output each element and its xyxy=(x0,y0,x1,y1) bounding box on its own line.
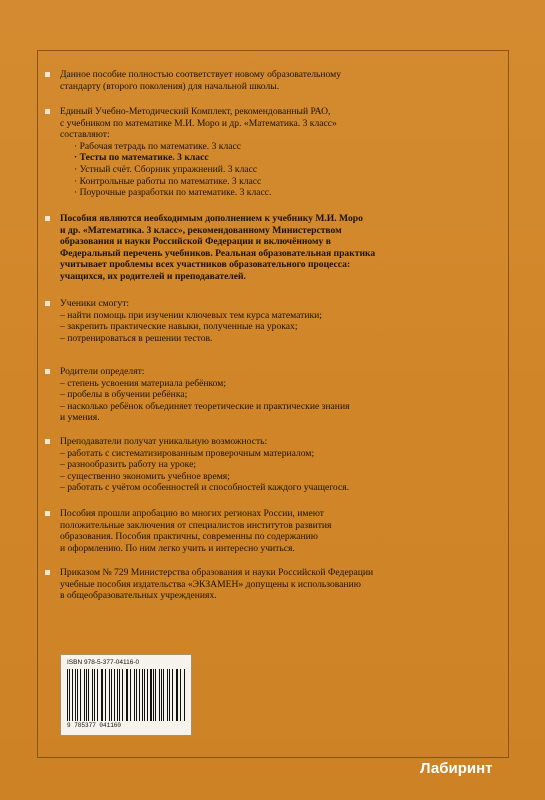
text-line: Приказом № 729 Министерства образования и науки Российской Федерации xyxy=(60,567,374,578)
bullet-icon xyxy=(45,511,50,516)
barcode-bar xyxy=(163,669,164,721)
text-line: – существенно экономить учебное время; xyxy=(60,470,230,482)
text-line: – разнообразить работу на уроке; xyxy=(60,459,196,471)
bullet-icon xyxy=(45,369,50,374)
barcode-bar xyxy=(144,669,145,721)
barcode-bar xyxy=(84,669,85,721)
text-line: Федеральный перечень учебников. Реальная образовательная практика xyxy=(60,247,376,259)
text-line: · Устный счёт. Сборник упражнений. 3 класс xyxy=(74,163,258,175)
barcode-bars xyxy=(67,669,185,721)
barcode-bar xyxy=(72,669,73,721)
barcode-bar xyxy=(127,669,128,721)
barcode-bar xyxy=(161,669,162,721)
text-line: составляют: xyxy=(60,129,110,141)
barcode-bar xyxy=(130,669,132,721)
bullet-icon xyxy=(45,72,50,77)
barcode-bar xyxy=(122,669,123,721)
text-line: Ученики смогут: xyxy=(60,298,130,309)
bullet-icon xyxy=(45,570,50,575)
barcode-bar xyxy=(105,669,106,721)
barcode-bar xyxy=(184,669,185,721)
text-line: учитывает проблемы всех участников образовательного процесса: xyxy=(60,259,351,271)
text-line: · Рабочая тетрадь по математике. 3 класс xyxy=(74,140,242,152)
text-line: и др. «Математика. 3 класс», рекомендованному Министерством xyxy=(60,224,342,236)
barcode xyxy=(60,654,192,736)
text-line: и умения. xyxy=(60,412,100,424)
text-line: Преподаватели получат уникальную возможность: xyxy=(60,436,268,447)
barcode-bar xyxy=(88,669,89,721)
text-line: – насколько ребёнок объединяет теоретические и практические знания xyxy=(60,400,350,412)
barcode-bar xyxy=(134,669,135,721)
barcode-bar xyxy=(150,669,152,721)
barcode-bar xyxy=(167,669,168,721)
barcode-bar xyxy=(92,669,93,721)
barcode-bar xyxy=(77,669,79,721)
block-order xyxy=(60,567,480,602)
barcode-bar xyxy=(176,669,177,721)
barcode-bar xyxy=(136,669,137,721)
block-approval xyxy=(60,508,480,554)
barcode-bar xyxy=(147,669,148,721)
text-line: – потренироваться в решении тестов. xyxy=(60,332,213,344)
barcode-bar xyxy=(177,669,178,721)
bullet-icon xyxy=(45,216,50,221)
text-line: образования. Пособия практичны, современны по содержанию xyxy=(60,531,318,543)
barcode-bar xyxy=(97,669,98,721)
text-line: · Контрольные работы по математике. 3 класс xyxy=(74,175,262,187)
text-line: Родители определят: xyxy=(60,366,145,377)
barcode-bar xyxy=(102,669,103,721)
text-line: – пробелы в обучении ребёнка; xyxy=(60,389,188,401)
barcode-bar xyxy=(142,669,143,721)
bullet-icon xyxy=(45,439,50,444)
barcode-number: 9 785377 041160 xyxy=(67,722,122,729)
block-standard xyxy=(60,69,480,92)
barcode-bar xyxy=(153,669,154,721)
barcode-bar xyxy=(126,669,127,721)
barcode-bar xyxy=(94,669,96,721)
text-line: – работать с учётом особенностей и способностей каждого учащегося. xyxy=(60,482,350,494)
text-line: и оформлению. По ним легко учить и интересно учиться. xyxy=(60,542,295,554)
block-umk xyxy=(60,106,480,199)
text-line: Пособия прошли апробацию во многих регионах России, имеют xyxy=(60,508,324,519)
barcode-bar xyxy=(86,669,87,721)
barcode-bar xyxy=(111,669,112,721)
labirint-watermark-logo: Лабиринт xyxy=(420,760,493,777)
barcode-bar xyxy=(172,669,173,721)
barcode-bar xyxy=(139,669,140,721)
text-line: – степень усвоения материала ребёнком; xyxy=(60,377,227,389)
text-line: с учебником по математике М.И. Моро и др. «Математика. 3 класс» xyxy=(60,117,337,129)
bullet-icon xyxy=(45,301,50,306)
barcode-bar xyxy=(119,669,120,721)
text-line: – работать с систематизированным проверочным материалом; xyxy=(60,447,315,459)
text-line: Пособия являются необходимым дополнением к учебнику М.И. Моро xyxy=(60,213,363,224)
barcode-bar xyxy=(169,669,171,721)
barcode-bar xyxy=(101,669,102,721)
bullet-icon xyxy=(45,109,50,114)
text-line: учащихся, их родителей и преподавателей. xyxy=(60,270,246,282)
block-teachers xyxy=(60,436,480,494)
barcode-bar xyxy=(69,669,70,721)
barcode-bar xyxy=(159,669,160,721)
text-line: учебные пособия издательства «ЭКЗАМЕН» допущены к использованию xyxy=(60,578,361,590)
isbn-label: ISBN 978-5-377-04116-0 xyxy=(67,659,140,666)
block-students xyxy=(60,298,480,344)
text-line: Данное пособие полностью соответствует новому образовательному xyxy=(60,69,342,80)
barcode-bar xyxy=(80,669,81,721)
text-line: стандарту (второго поколения) для начальной школы. xyxy=(60,80,280,92)
barcode-bar xyxy=(109,669,111,721)
text-line: образования и науки Российской Федерации и включённому в xyxy=(60,236,331,248)
block-parents xyxy=(60,366,480,424)
text-line: Единый Учебно-Методический Комплект, рекомендованный РАО, xyxy=(60,106,331,117)
text-line: · Тесты по математике. 3 класс xyxy=(74,152,209,164)
barcode-bar xyxy=(67,669,68,721)
text-line: в общеобразовательных учреждениях. xyxy=(60,590,217,602)
text-line: положительные заключения от специалистов институтов развития xyxy=(60,519,332,531)
text-line: – закрепить практические навыки, полученные на уроках; xyxy=(60,321,298,333)
text-line: – найти помощь при изучении ключевых тем курса математики; xyxy=(60,309,322,321)
text-line: · Поурочные разработки по математике. 3 класс. xyxy=(74,187,272,199)
barcode-bar xyxy=(114,669,115,721)
barcode-bar xyxy=(117,669,118,721)
block-supplement xyxy=(60,213,480,283)
barcode-bar xyxy=(155,669,156,721)
barcode-bar xyxy=(180,669,181,721)
barcode-bar xyxy=(75,669,76,721)
